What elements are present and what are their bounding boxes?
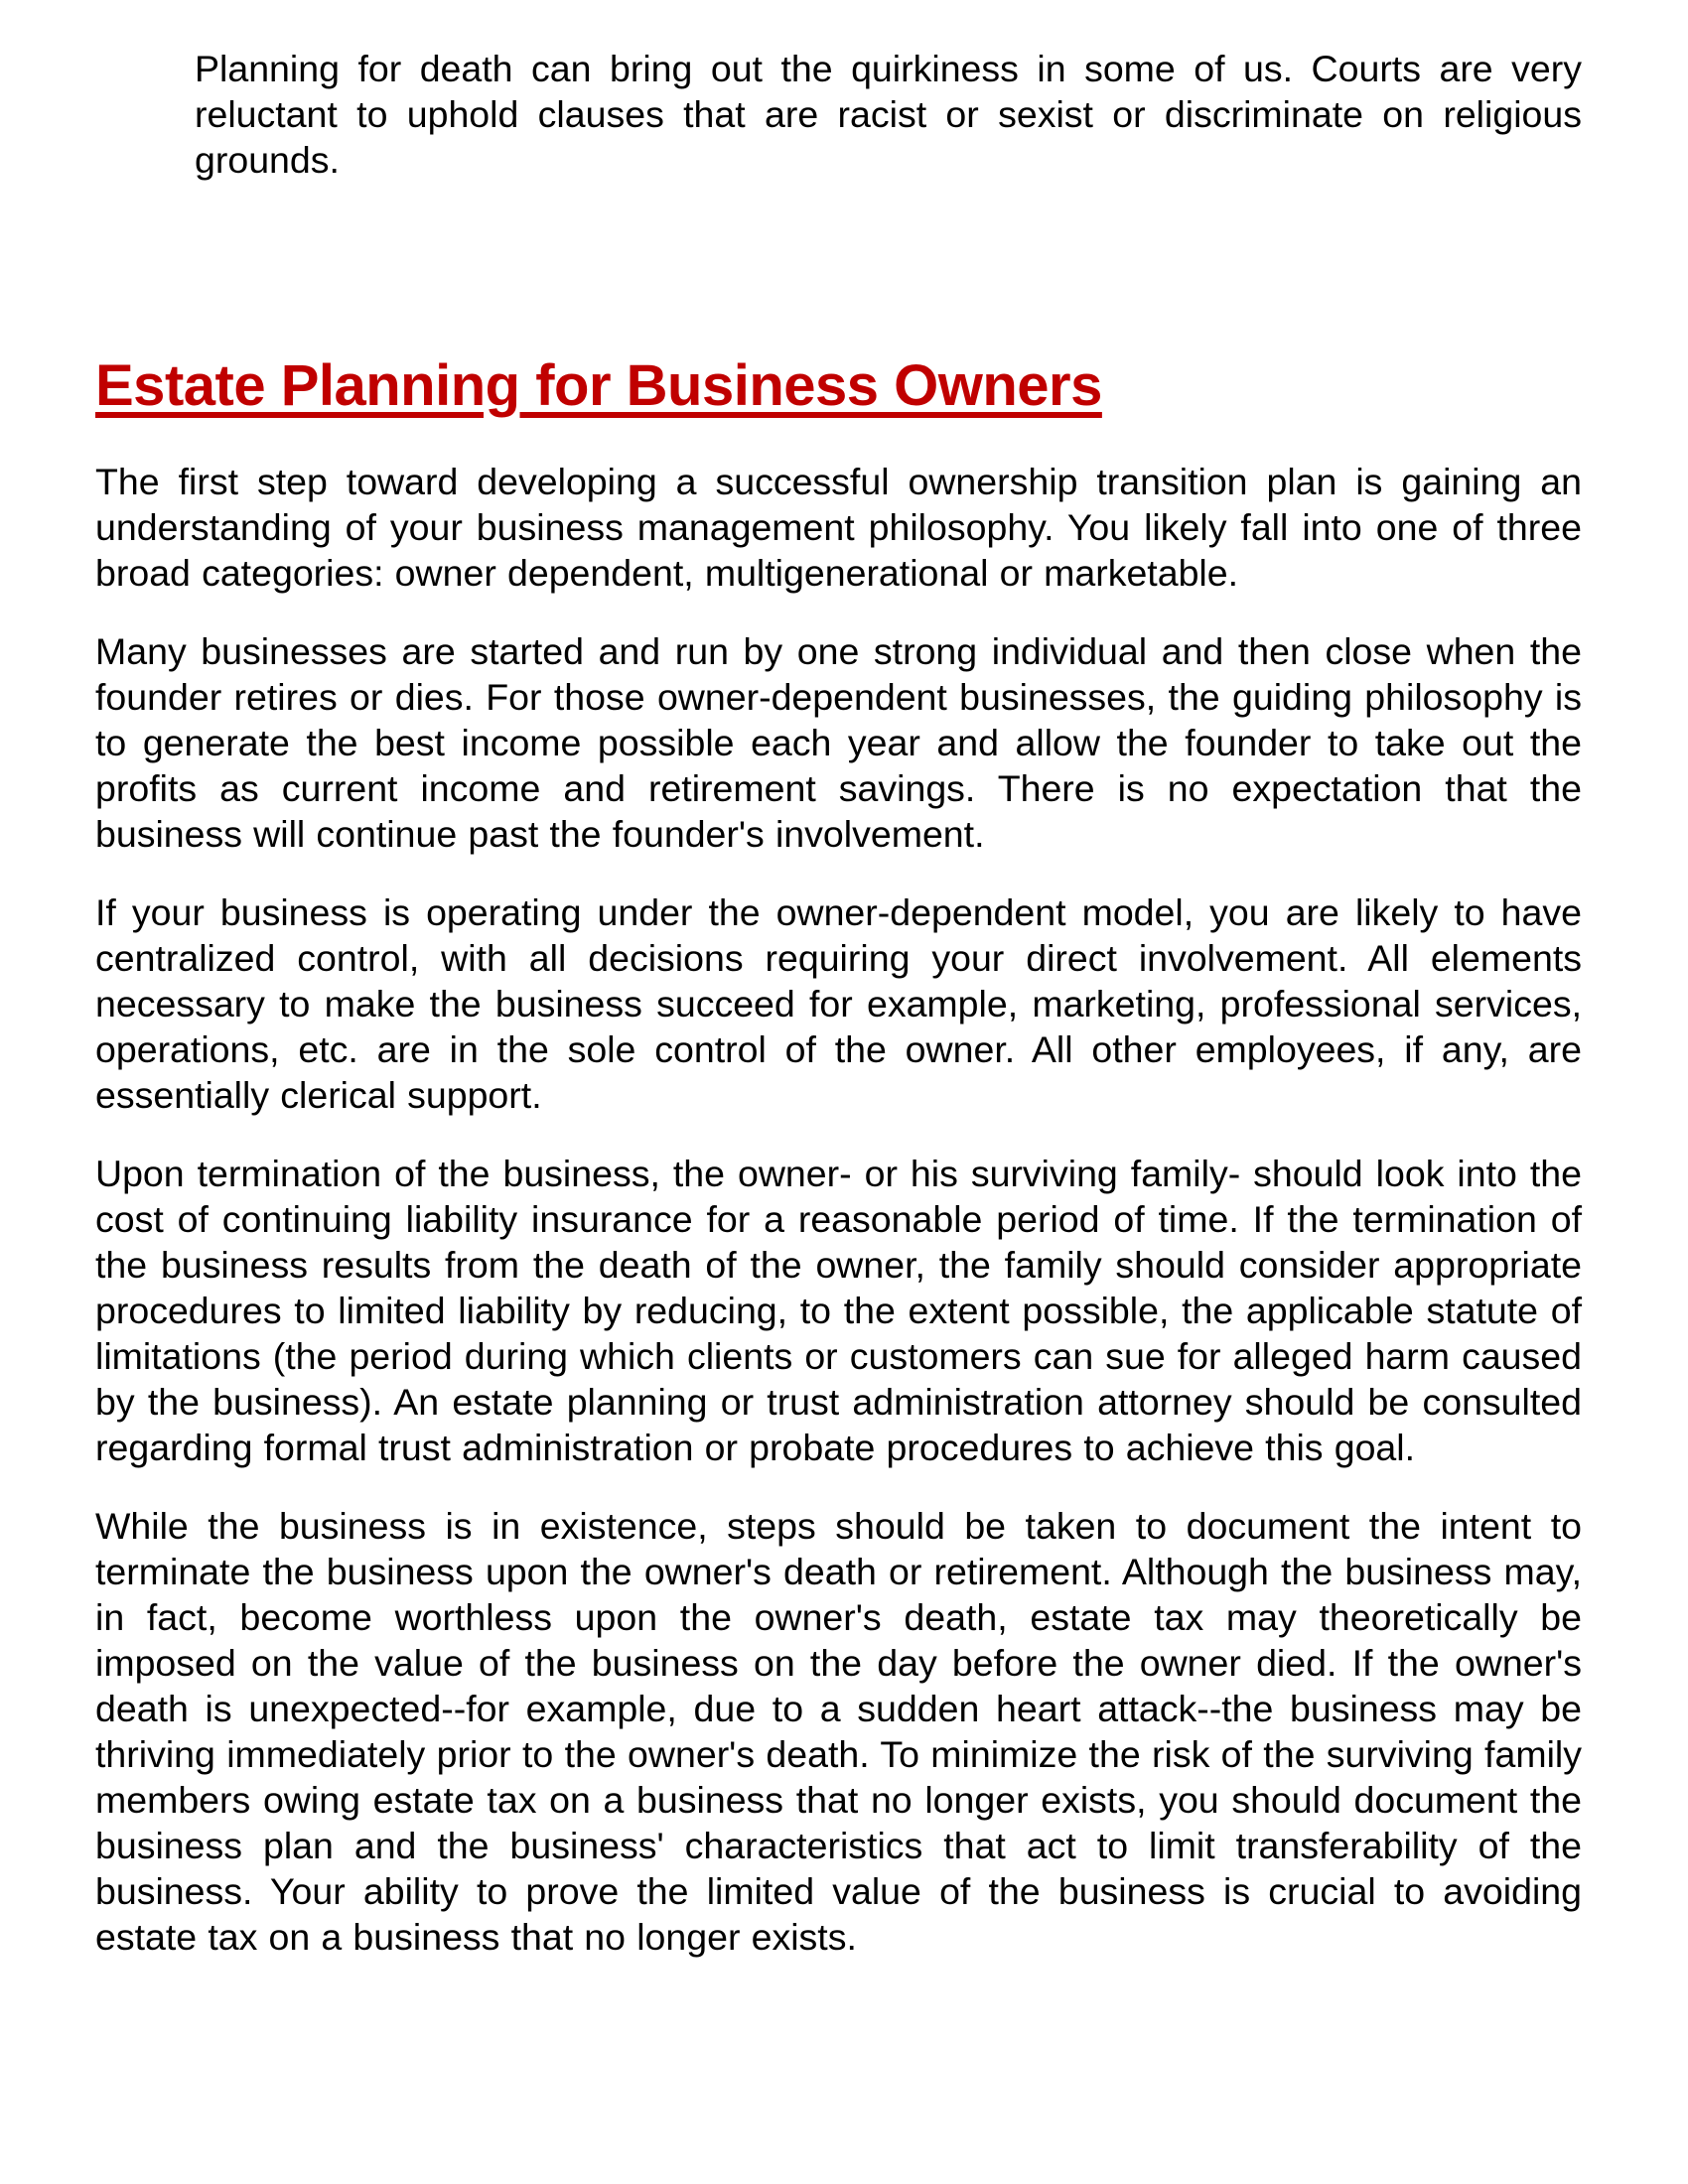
body-paragraph-5 — [95, 1503, 1582, 1960]
text-line: reluctant to uphold clauses that are racist or sexist or discriminate on religious — [195, 93, 1582, 135]
body-paragraph-1 — [95, 459, 1582, 596]
text-line: limitations (the period during which clients or customers can sue for alleged harm caused — [95, 1335, 1582, 1377]
text-line: profits as current income and retirement savings. There is no expectation that the — [95, 767, 1582, 809]
page-title: Estate Planning for Business Owners — [95, 353, 1102, 418]
text-line: essentially clerical support. — [95, 1074, 542, 1116]
text-line: grounds. — [195, 139, 340, 181]
text-line: Upon termination of the business, the owner- or his surviving family- should look into the — [95, 1153, 1582, 1194]
intro-paragraph — [195, 46, 1582, 183]
text-line: estate tax on a business that no longer exists. — [95, 1916, 857, 1958]
text-line: regarding formal trust administration or probate procedures to achieve this goal. — [95, 1427, 1416, 1468]
text-line: Planning for death can bring out the quirkiness in some of us. Courts are very — [195, 48, 1582, 89]
text-line: death is unexpected--for example, due to a sudden heart attack--the business may be — [95, 1688, 1582, 1729]
body-paragraph-2 — [95, 628, 1582, 857]
text-line: understanding of your business management philosophy. You likely fall into one of three — [95, 506, 1582, 548]
text-line: imposed on the value of the business on the day before the owner died. If the owner's — [95, 1642, 1582, 1684]
text-line: The first step toward developing a successful ownership transition plan is gaining an — [95, 461, 1582, 502]
body-paragraph-4 — [95, 1151, 1582, 1470]
text-line: If your business is operating under the owner-dependent model, you are likely to have — [95, 891, 1582, 933]
text-line: thriving immediately prior to the owner's death. To minimize the risk of the surviving family — [95, 1733, 1582, 1775]
text-line: business will continue past the founder's involvement. — [95, 813, 985, 855]
text-line: business. Your ability to prove the limited value of the business is crucial to avoiding — [95, 1870, 1582, 1912]
text-line: centralized control, with all decisions requiring your direct involvement. All elements — [95, 937, 1582, 979]
body-paragraph-3 — [95, 889, 1582, 1118]
text-line: operations, etc. are in the sole control of the owner. All other employees, if any, are — [95, 1028, 1582, 1070]
text-line: procedures to limited liability by reducing, to the extent possible, the applicable statute of — [95, 1290, 1582, 1331]
text-line: broad categories: owner dependent, multigenerational or marketable. — [95, 552, 1239, 594]
text-line: business plan and the business' characteristics that act to limit transferability of the — [95, 1825, 1582, 1866]
text-line: the business results from the death of the owner, the family should consider appropriate — [95, 1244, 1582, 1286]
text-line: cost of continuing liability insurance for a reasonable period of time. If the termination of — [95, 1198, 1582, 1240]
text-line: terminate the business upon the owner's death or retirement. Although the business may, — [95, 1551, 1582, 1592]
text-line: While the business is in existence, steps should be taken to document the intent to — [95, 1505, 1582, 1547]
text-line: founder retires or dies. For those owner-dependent businesses, the guiding philosophy is — [95, 676, 1582, 718]
text-line: Many businesses are started and run by one strong individual and then close when the — [95, 630, 1582, 672]
text-line: members owing estate tax on a business that no longer exists, you should document the — [95, 1779, 1582, 1821]
text-line: in fact, become worthless upon the owner's death, estate tax may theoretically be — [95, 1596, 1582, 1638]
text-line: necessary to make the business succeed for example, marketing, professional services, — [95, 983, 1582, 1024]
text-line: by the business). An estate planning or trust administration attorney should be consulted — [95, 1381, 1582, 1423]
text-line: to generate the best income possible each year and allow the founder to take out the — [95, 722, 1582, 763]
